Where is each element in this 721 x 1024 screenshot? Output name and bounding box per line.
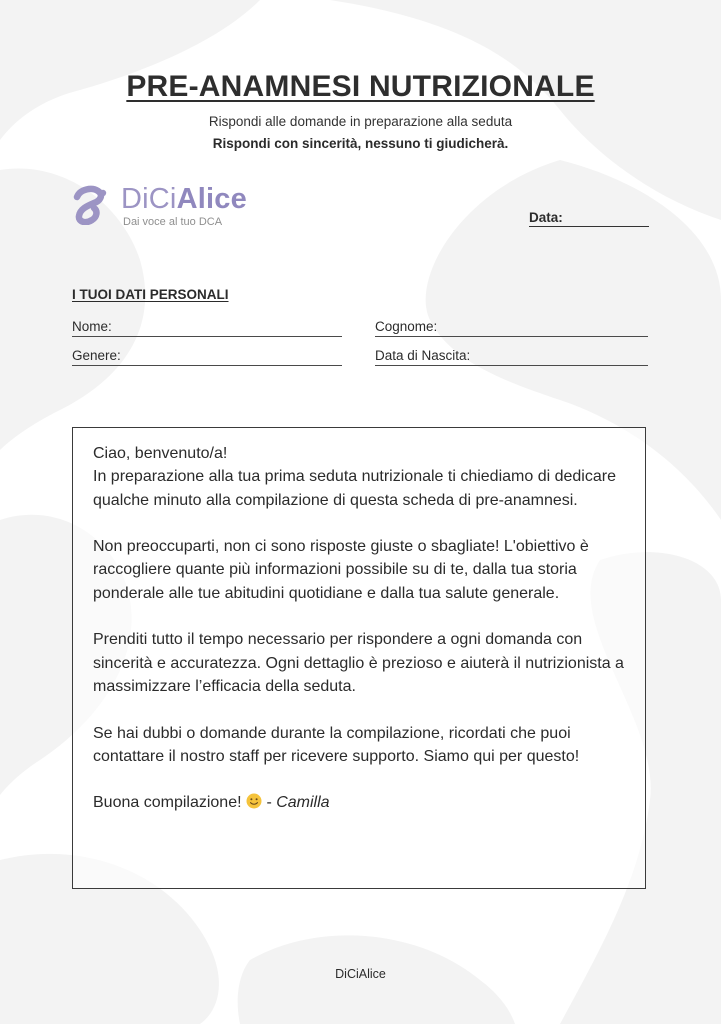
logo bbox=[70, 183, 290, 233]
letter-paragraph-4: Se hai dubbi o domande durante la compilazione, ricordati che puoi contattare il nostro staff per ricevere supporto. Siamo qui per questo! bbox=[93, 724, 580, 765]
logo-name bbox=[121, 183, 247, 216]
page-title: PRE-ANAMNESI NUTRIZIONALE bbox=[126, 70, 595, 103]
nome-field[interactable]: Nome: bbox=[72, 319, 342, 337]
smiley-emoji-icon bbox=[246, 793, 262, 809]
letter-intro: In preparazione alla tua prima seduta nutrizionale ti chiediamo di dedicare qualche minuto alla compilazione di questa scheda di pre-anamnesi. bbox=[93, 468, 616, 509]
footer-brand: DiCiAlice bbox=[335, 967, 386, 981]
closing-dash: - bbox=[262, 794, 277, 812]
page-subtitle: Rispondi alle domande in preparazione alla seduta bbox=[208, 114, 513, 129]
date-field[interactable]: Data: bbox=[529, 210, 649, 227]
signature: Camilla bbox=[276, 794, 330, 812]
letter-paragraph-3: Prenditi tutto il tempo necessario per rispondere a ogni domanda con sincerità e accuratezza. Ogni dettaglio è prezioso e aiuterà il nutrizionista a massimizzare l’efficacia della seduta. bbox=[93, 631, 624, 695]
data-nascita-field[interactable]: Data di Nascita: bbox=[375, 348, 648, 366]
closing-text: Buona compilazione! bbox=[93, 794, 242, 812]
genere-field[interactable]: Genere: bbox=[72, 348, 342, 366]
page-subtitle-bold: Rispondi con sincerità, nessuno ti giudicherà. bbox=[212, 136, 509, 151]
letter-closing bbox=[93, 791, 625, 814]
letter-greeting: Ciao, benvenuto/a! bbox=[93, 445, 228, 462]
personal-data-section-title: I TUOI DATI PERSONALI bbox=[72, 287, 229, 302]
letter-paragraph-1 bbox=[93, 442, 625, 512]
logo-mark-icon bbox=[70, 185, 110, 225]
logo-tagline: Dai voce al tuo DCA bbox=[123, 216, 223, 228]
logo-name-part1: DiCi bbox=[121, 183, 177, 215]
welcome-letter-box bbox=[72, 427, 646, 889]
letter-paragraph-2: Non preoccuparti, non ci sono risposte giuste o sbagliate! L'obiettivo è raccogliere quante più informazioni possibile su di te, dalla tua storia ponderale alle tue abitudini quotidiane e dalla tua salute generale. bbox=[93, 538, 589, 602]
cognome-field[interactable]: Cognome: bbox=[375, 319, 648, 337]
logo-name-part2: Alice bbox=[176, 183, 247, 215]
